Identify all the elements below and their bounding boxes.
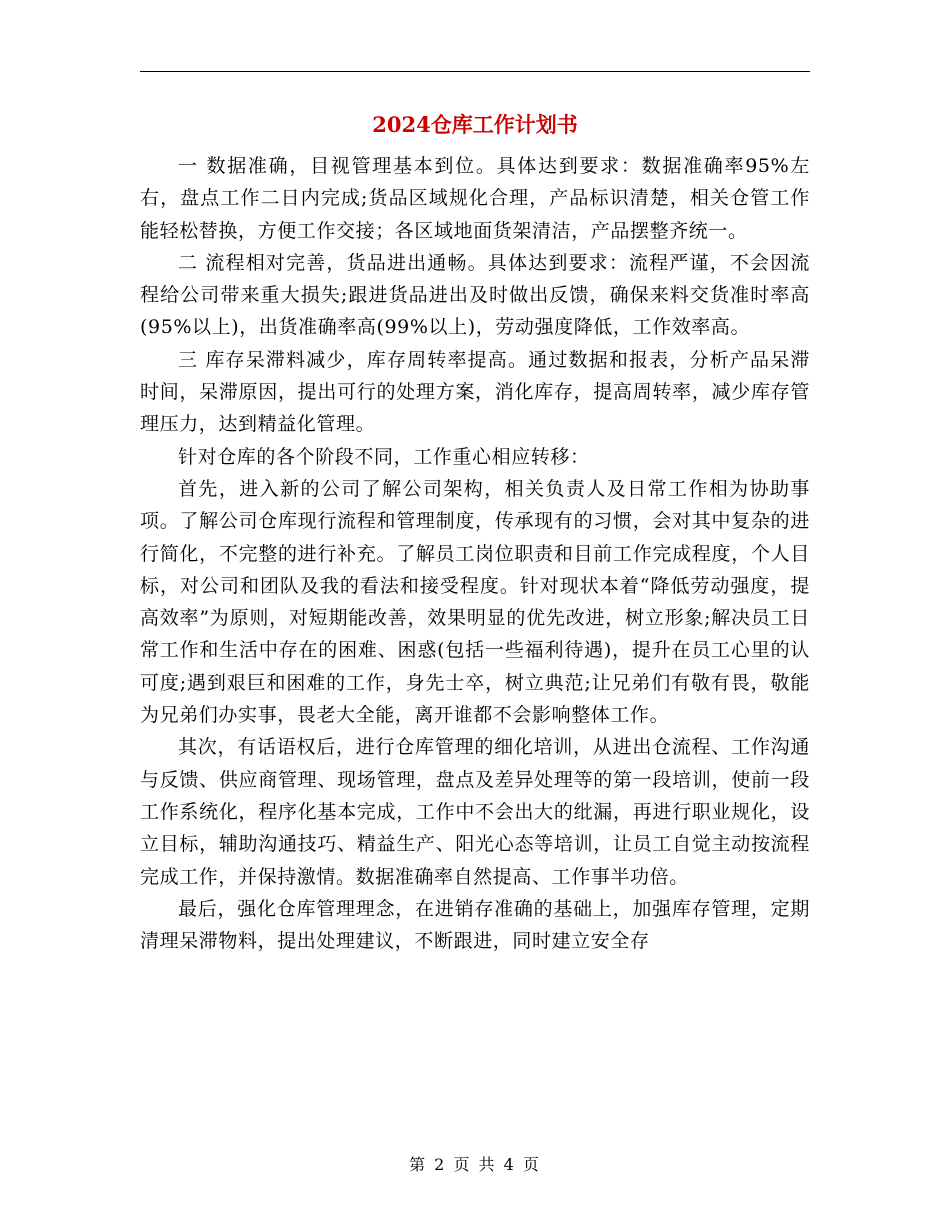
paragraph-1: 一 数据准确，目视管理基本到位。具体达到要求：数据准确率95%左右，盘点工作二日内完成;货品区域规化合理，产品标识清楚，相关仓管工作能轻松替换，方便工作交接；各区域地面货架清洁，产品摆整齐统一。 [140,155,810,242]
header-rule [140,71,810,72]
paragraph-5: 首先，进入新的公司了解公司架构，相关负责人及日常工作相为协助事项。了解公司仓库现行流程和管理制度，传承现有的习惯，会对其中复杂的进行简化，不完整的进行补充。了解员工岗位职责和目前工作完成程度，个人目标，对公司和团队及我的看法和接受程度。针对现状本着“降低劳动强度，提高效率”为原则，对短期能改善，效果明显的优先改进，树立形象;解决员工日常工作和生活中存在的困难、困惑(包括一些福利待遇)，提升在员工心里的认可度;遇到艰巨和困难的工作，身先士卒，树立典范;让兄弟们有敬有畏，敬能为兄弟们办实事，畏老大全能，离开谁都不会影响整体工作。 [140,477,810,727]
document-body [140,150,810,957]
page-number: 第 2 页 共 4 页 [409,1155,541,1174]
paragraph-4: 针对仓库的各个阶段不同，工作重心相应转移： [178,445,590,468]
paragraph-6: 其次，有话语权后，进行仓库管理的细化培训，从进出仓流程、工作沟通与反馈、供应商管理、现场管理，盘点及差异处理等的第一段培训，使前一段工作系统化，程序化基本完成，工作中不会出大的纰漏，再进行职业规化，设立目标，辅助沟通技巧、精益生产、阳光心态等培训，让员工自觉主动按流程完成工作，并保持激情。数据准确率自然提高、工作事半功倍。 [140,736,810,888]
paragraph-7: 最后，强化仓库管理理念，在进销存准确的基础上，加强库存管理，定期清理呆滞物料，提出处理建议，不断跟进，同时建立安全存 [140,897,810,953]
document-title: 2024仓库工作计划书 [372,112,578,137]
paragraph-3: 三 库存呆滞料减少，库存周转率提高。通过数据和报表，分析产品呆滞时间，呆滞原因，提出可行的处理方案，消化库存，提高周转率，减少库存管理压力，达到精益化管理。 [140,348,810,436]
paragraph-2: 二 流程相对完善，货品进出通畅。具体达到要求：流程严谨，不会因流程给公司带来重大损失;跟进货品进出及时做出反馈，确保来料交货准时率高(95%以上)，出货准确率高(99%以上)，劳动强度降低，工作效率高。 [140,251,810,339]
